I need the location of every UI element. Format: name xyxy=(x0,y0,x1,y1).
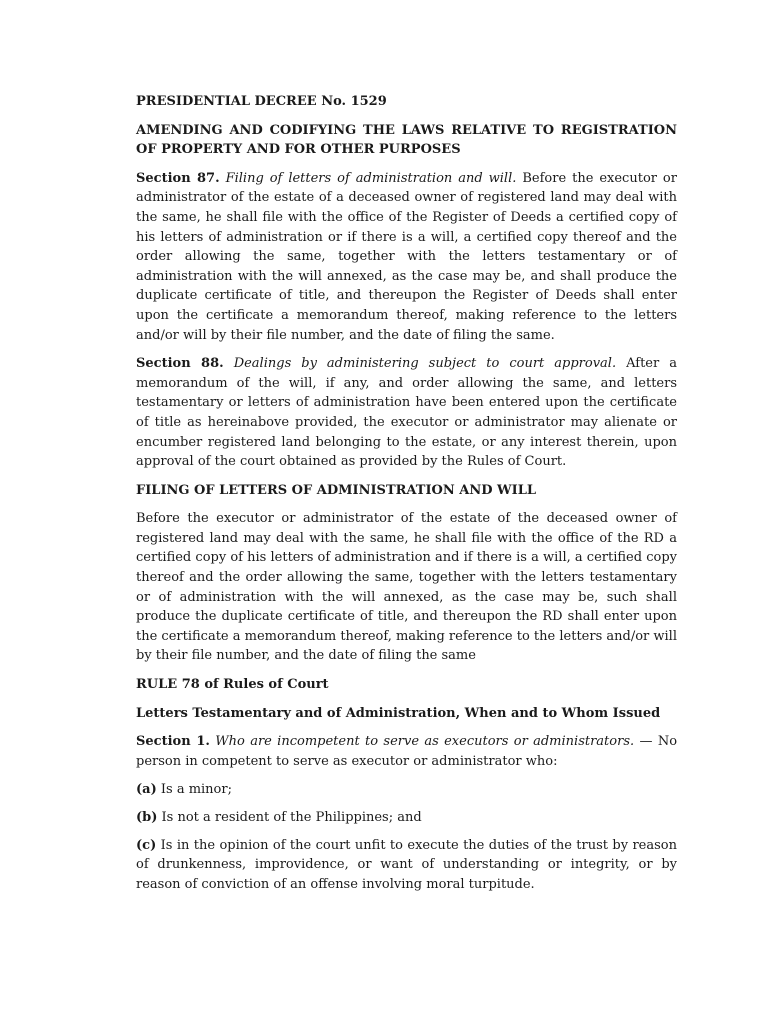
rule-subheading: Letters Testamentary and of Administration, When and to Whom Issued xyxy=(136,705,661,721)
decree-title: PRESIDENTIAL DECREE No. 1529 xyxy=(136,94,387,109)
section-88 xyxy=(136,354,677,472)
list-item-c-label: (c) xyxy=(136,837,157,853)
section-87-body: Before the executor or administrator of the estate of a deceased owner of registered land may deal with the same, he shall file with the office of the Register of Deeds a certified copy of his letters of administration or if there is a will, a certified copy thereof and the order allowing the same, together with the letters testamentary or of administration with the will annexed, as the case may be, and shall produce the duplicate certificate of title, and thereupon the Register of Deeds shall enter upon the certificate a memorandum thereof, making reference to the letters and/or will by their file number, and the date of filing the same. xyxy=(136,170,677,343)
section-1-label: Section 1. xyxy=(136,734,210,750)
section-1 xyxy=(136,732,677,771)
list-item-c xyxy=(136,836,677,895)
section-1-title: Who are incompetent to serve as executors or administrators. — xyxy=(215,734,653,750)
section-88-body: After a memorandum of the will, if any, and order allowing the same, and letters testamentary or letters of administration have been entered upon the certificate of title as hereinabove provided, the executor or administrator may alienate or encumber registered land belonging to the estate, or any interest therein, upon approval of the court obtained as provided by the Rules of Court. xyxy=(136,356,677,470)
list-item-b-label: (b) xyxy=(136,810,158,825)
section-1-body: No person in competent to serve as executor or administrator who: xyxy=(136,734,678,769)
list-item-a xyxy=(136,780,677,800)
document-page xyxy=(136,92,677,903)
rule-heading: RULE 78 of Rules of Court xyxy=(136,677,329,693)
section-87-label: Section 87. xyxy=(136,170,220,186)
list-item-b-text: Is not a resident of the Philippines; and xyxy=(161,810,422,825)
decree-subtitle: AMENDING AND CODIFYING THE LAWS RELATIVE TO REGISTRATION OF PROPERTY AND FOR OTHER PURPOSES xyxy=(136,122,677,158)
section-87 xyxy=(136,169,677,345)
section-88-label: Section 88. xyxy=(136,356,224,372)
section-88-title: Dealings by administering subject to court approval. xyxy=(233,356,617,372)
filing-heading: FILING OF LETTERS OF ADMINISTRATION AND WILL xyxy=(136,482,537,498)
filing-body: Before the executor or administrator of the estate of the deceased owner of registered land may deal with the same, he shall file with the office of the RD a certified copy of his letters of administration and if there is a will, a certified copy thereof and the order allowing the same, together with the letters testamentary or of administration with the will annexed, as the case may be, such shall produce the duplicate certificate of title, and thereupon the RD shall enter upon the certificate a memorandum thereof, making reference to the letters and/or will by their file number, and the date of filing the same xyxy=(136,511,677,664)
list-item-a-label: (a) xyxy=(136,782,157,798)
list-item-b xyxy=(136,808,677,828)
section-87-title: Filing of letters of administration and will. xyxy=(225,170,517,186)
list-item-a-text: Is a minor; xyxy=(160,782,232,798)
list-item-c-text: Is in the opinion of the court unfit to execute the duties of the trust by reason of drunkenness, improvidence, or want of understanding or integrity, or by reason of conviction of an offense involving moral turpitude. xyxy=(136,837,677,892)
